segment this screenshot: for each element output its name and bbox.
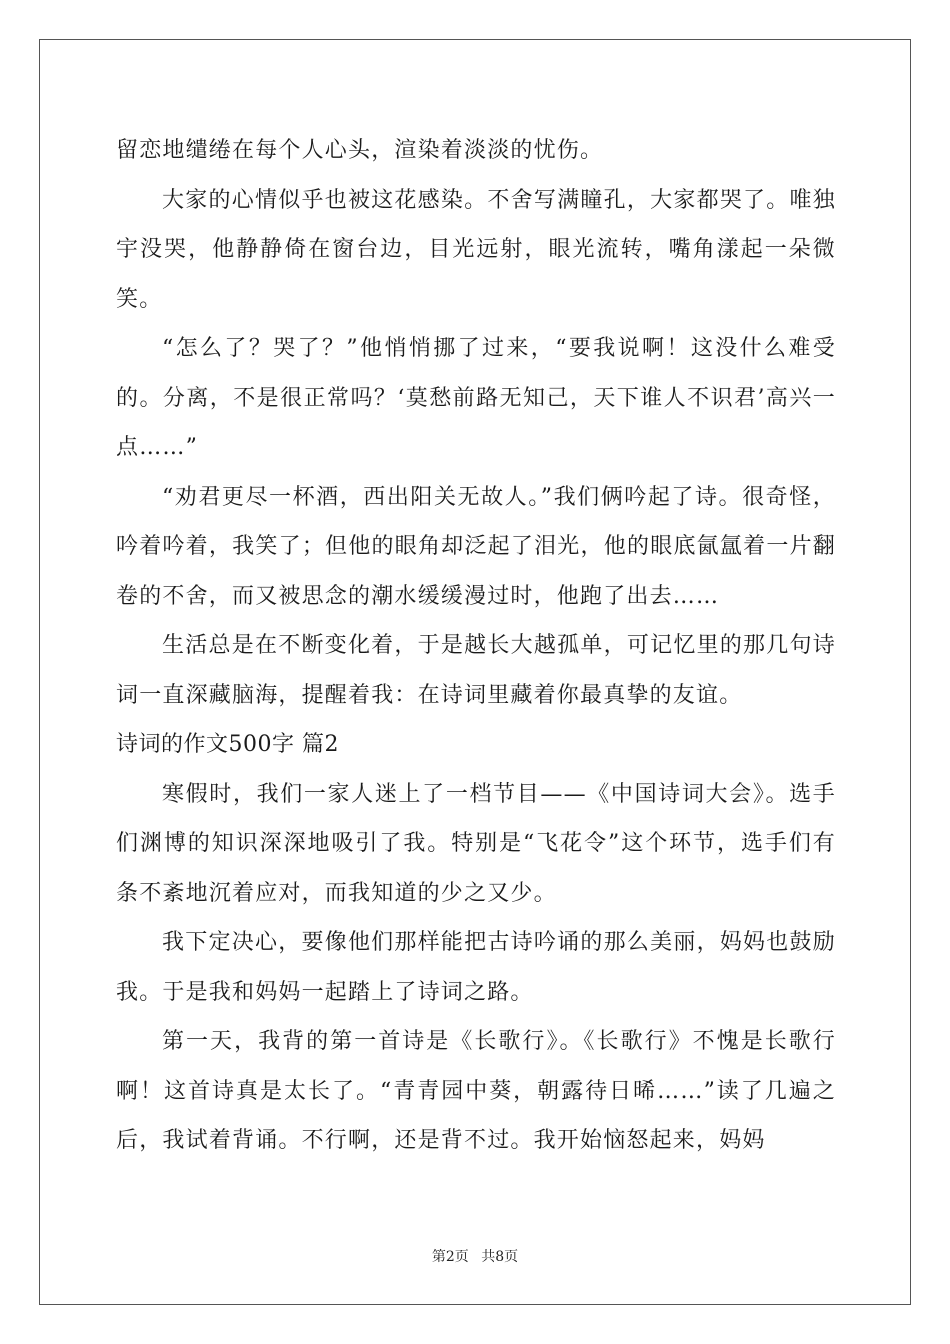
page-number: 第2页 — [431, 1249, 469, 1265]
paragraph-4: “劝君更尽一杯酒，西出阳关无故人。”我们俩吟起了诗。很奇怪，吟着吟着，我笑了；但他的眼角却泛起了泪光，他的眼底氤氲着一片翻卷的不舍，而又被思念的潮水缓缓漫过时，他跑了出去…… — [116, 484, 836, 609]
paragraph-1: 留恋地缱绻在每个人心头，渲染着淡淡的忧伤。 — [116, 138, 604, 163]
paragraph-5: 生活总是在不断变化着，于是越长大越孤单，可记忆里的那几句诗词一直深藏脑海，提醒着我：在诗词里藏着你最真挚的友谊。 — [116, 633, 836, 708]
section-heading: 诗词的作文500字 篇2 — [116, 732, 339, 757]
paragraph-8: 第一天，我背的第一首诗是《长歌行》。《长歌行》不愧是长歌行啊！这首诗真是太长了。“青青园中葵，朝露待日晞……”读了几遍之后，我试着背诵。不行啊，还是背不过。我开始恼怒起来，妈妈 — [116, 1029, 836, 1153]
page-total: 共8页 — [481, 1249, 519, 1265]
paragraph-7: 我下定决心，要像他们那样能把古诗吟诵的那么美丽，妈妈也鼓励我。于是我和妈妈一起踏上了诗词之路。 — [116, 930, 836, 1005]
document-body — [116, 126, 836, 1166]
paragraph-3: “怎么了？哭了？”他悄悄挪了过来，“要我说啊！这没什么难受的。分离，不是很正常吗？‘莫愁前路无知己，天下谁人不识君’高兴一点……” — [116, 336, 836, 460]
paragraph-6: 寒假时，我们一家人迷上了一档节目——《中国诗词大会》。选手们渊博的知识深深地吸引了我。特别是“飞花令”这个环节，选手们有条不紊地沉着应对，而我知道的少之又少。 — [116, 781, 836, 906]
paragraph-2: 大家的心情似乎也被这花感染。不舍写满瞳孔，大家都哭了。唯独宇没哭，他静静倚在窗台边，目光远射，眼光流转，嘴角漾起一朵微笑。 — [116, 187, 836, 312]
page-footer — [0, 1246, 950, 1266]
